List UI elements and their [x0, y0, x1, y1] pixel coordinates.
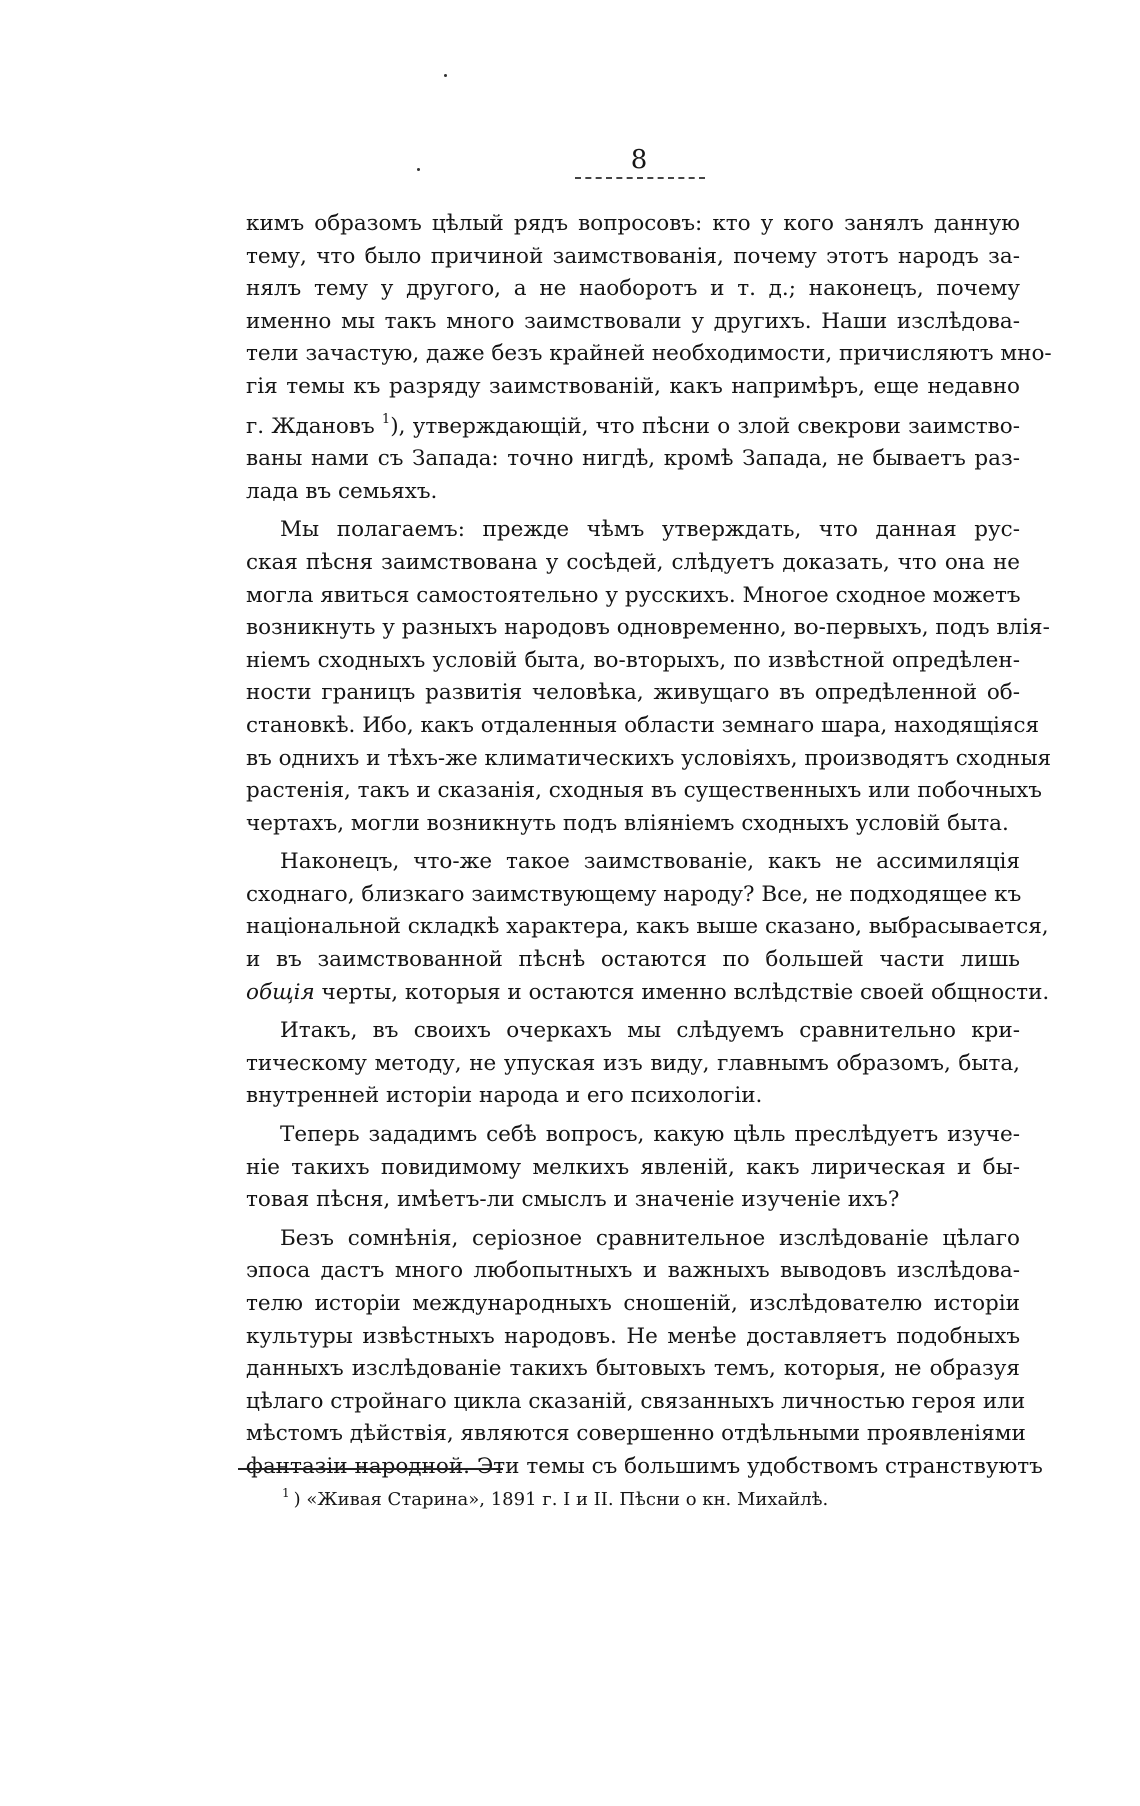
paragraph — [246, 1015, 1020, 1113]
text-line: тему, что было причиной заимствованія, почему этотъ народъ за- — [246, 243, 1020, 269]
footnote-rule — [238, 1468, 503, 1470]
footnote — [282, 1480, 1002, 1513]
text-line: телю исторіи международныхъ сношеній, изслѣдователю исторіи — [246, 1291, 1020, 1316]
text-line — [246, 977, 1050, 1010]
text-line: гія темы къ разряду заимствованій, какъ напримѣръ, еще недавно — [246, 373, 1020, 399]
text-line: растенія, такъ и сказанія, сходныя въ существенныхъ или побочныхъ — [246, 778, 1042, 804]
emphasized-word: общія — [246, 979, 315, 1005]
text-line: внутренней исторіи народа и его психологіи. — [246, 1083, 763, 1109]
text-line: товая пѣсня, имѣетъ-ли смыслъ и значеніе изученіе ихъ? — [246, 1187, 900, 1213]
scan-speck — [417, 168, 420, 171]
text-line: ская пѣсня заимствована у сосѣдей, слѣдуетъ доказать, что она не — [246, 549, 1020, 575]
body-text — [246, 208, 1052, 1484]
paragraph — [246, 514, 1052, 840]
text-segment: черты, которыя и остаются именно вслѣдствіе своей общности. — [314, 979, 1050, 1005]
footnote-text: ) «Живая Старина», 1891 г. I и II. Пѣсни о кн. Михайлѣ. — [293, 1489, 829, 1510]
page-number: 8 — [630, 145, 648, 175]
text-line: тели зачастую, даже безъ крайней необходимости, причисляютъ мно- — [246, 341, 1052, 367]
text-line: ности границъ развитія человѣка, живущаго въ опредѣленной об- — [246, 680, 1020, 706]
footnote-marker: 1 — [282, 1486, 290, 1500]
text-line — [246, 404, 1020, 444]
text-line: чертахъ, могли возникнуть подъ вліяніемъ сходныхъ условій быта. — [246, 810, 1009, 836]
scan-speck — [444, 74, 447, 77]
text-segment: г. Ждановъ — [246, 413, 375, 439]
text-line: ніе такихъ повидимому мелкихъ явленій, какъ лирическая и бы- — [246, 1154, 1020, 1180]
paragraph — [246, 208, 1052, 508]
text-line: мѣстомъ дѣйствія, являются совершенно отдѣльными проявленіями — [246, 1421, 1026, 1447]
text-line: эпоса дастъ много любопытныхъ и важныхъ выводовъ изслѣдова- — [246, 1258, 1020, 1284]
text-line: сходнаго, близкаго заимствующему народу? Все, не подходящее къ — [246, 881, 1022, 907]
text-line: Безъ сомнѣнія, серіозное сравнительное изслѣдованіе цѣлаго — [280, 1225, 1020, 1251]
text-line: именно мы такъ много заимствовали у другихъ. Наши изслѣдова- — [246, 308, 1020, 334]
paragraph — [246, 1119, 1020, 1217]
text-line: лада въ семьяхъ. — [246, 478, 438, 504]
text-line: кимъ образомъ цѣлый рядъ вопросовъ: кто у кого занялъ данную — [246, 211, 1020, 236]
footnote-reference[interactable]: 1 — [381, 411, 391, 427]
text-line: тическому методу, не упуская изъ виду, главнымъ образомъ, быта, — [246, 1050, 1020, 1076]
text-line: Наконецъ, что-же такое заимствованіе, какъ не ассимиляція — [280, 849, 1020, 875]
text-line: въ однихъ и тѣхъ-же климатическихъ условіяхъ, производятъ сходныя — [246, 745, 1052, 771]
paragraph — [246, 1223, 1043, 1484]
paragraph — [246, 846, 1050, 1009]
header-rule — [575, 177, 705, 179]
text-line: возникнуть у разныхъ народовъ одновременно, во-первыхъ, подъ влія- — [246, 615, 1050, 641]
text-line: національной складкѣ характера, какъ выше сказано, выбрасывается, — [246, 914, 1049, 940]
text-line: и въ заимствованной пѣснѣ остаются по большей части лишь — [246, 947, 1020, 973]
text-line: Итакъ, въ своихъ очеркахъ мы слѣдуемъ сравнительно кри- — [280, 1018, 1020, 1044]
text-line: становкѣ. Ибо, какъ отдаленныя области земнаго шара, находящіяся — [246, 712, 1040, 738]
text-segment: ), утверждающій, что пѣсни о злой свекрови заимство- — [390, 413, 1020, 439]
text-line: ваны нами съ Запада: точно нигдѣ, кромѣ Запада, не бываетъ раз- — [246, 446, 1020, 472]
text-line: цѣлаго стройнаго цикла сказаній, связанныхъ личностью героя или — [246, 1388, 1026, 1414]
text-line: данныхъ изслѣдованіе такихъ бытовыхъ темъ, которыя, не образуя — [246, 1356, 1020, 1382]
text-line: ніемъ сходныхъ условій быта, во-вторыхъ, по извѣстной опредѣлен- — [246, 647, 1020, 673]
text-line: могла явиться самостоятельно у русскихъ. Многое сходное можетъ — [246, 582, 1021, 608]
text-line: культуры извѣстныхъ народовъ. Не менѣе доставляетъ подобныхъ — [246, 1323, 1020, 1349]
text-line: фантазіи народной. Эти темы съ большимъ удобствомъ странствуютъ — [246, 1453, 1043, 1479]
text-line: нялъ тему у другого, а не наоборотъ и т. д.; наконецъ, почему — [246, 276, 1020, 302]
text-line: Мы полагаемъ: прежде чѣмъ утверждать, что данная рус- — [280, 517, 1020, 543]
text-line: Теперь зададимъ себѣ вопросъ, какую цѣль преслѣдуетъ изуче- — [280, 1122, 1020, 1148]
